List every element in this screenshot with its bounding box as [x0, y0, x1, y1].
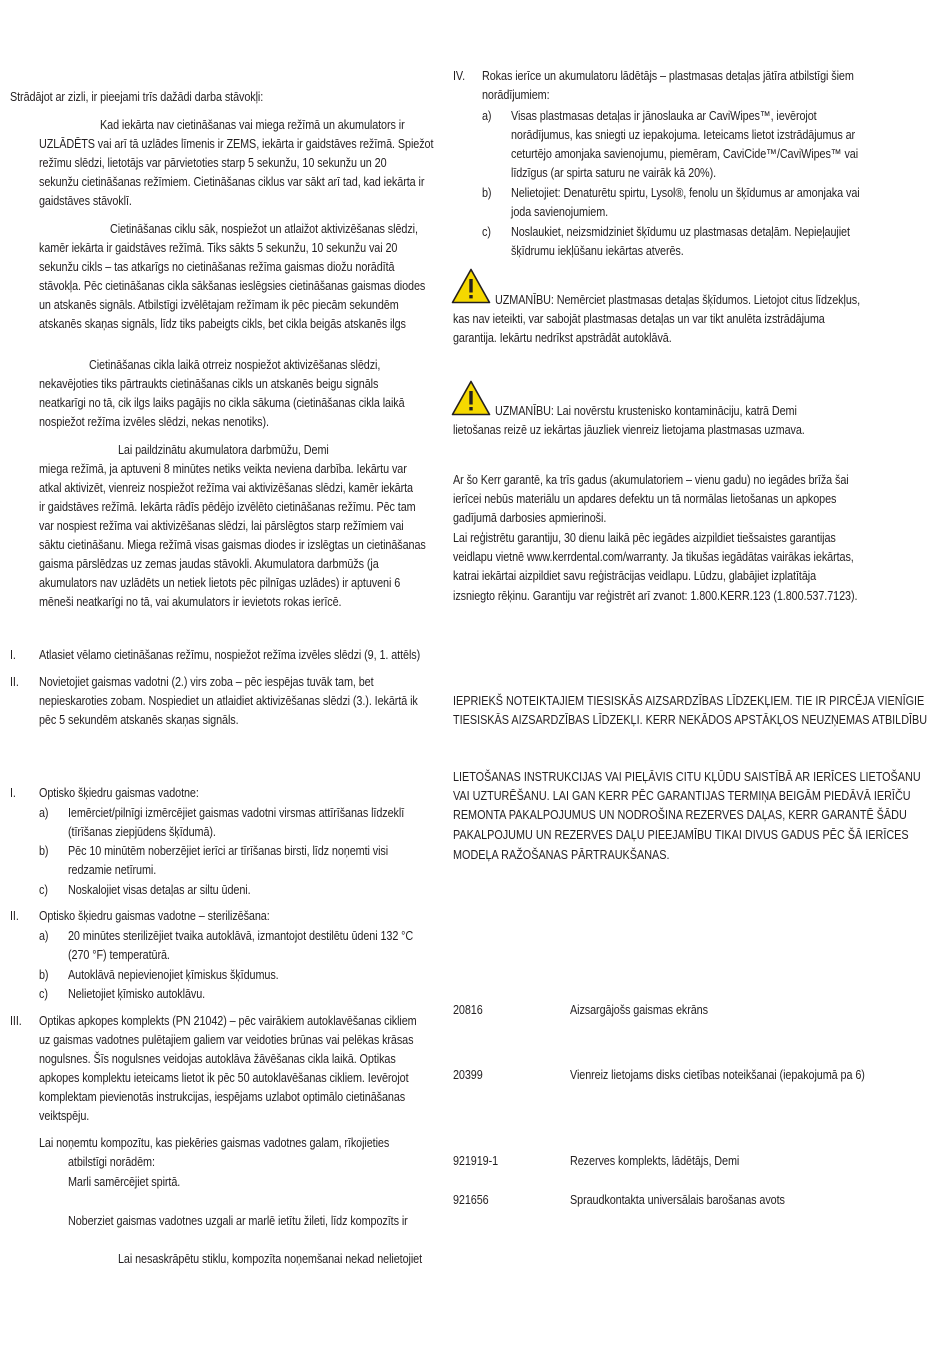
section-number: IV.	[453, 69, 465, 83]
section-number: II.	[10, 909, 19, 923]
item-text: Pēc 10 minūtēm noberzējiet ierīci ar tīrīšanas birsti, līdz noņemti visi	[68, 844, 389, 858]
paragraph-line: kamēr iekārta ir gaidstāves režīmā. Tiks sākts 5 sekunžu, 10 sekunžu vai 20	[39, 241, 398, 255]
section-text: komplektam pievienotās instrukcijas, iespējams uzlabot optimālo cietināšanas	[39, 1090, 406, 1104]
item-text: šķīdrumu iekļūšanu iekārtas atverēs.	[511, 244, 684, 258]
item-text: 20 minūtes sterilizējiet tvaika autoklāvā, izmantojot destilētu ūdeni 132 °C	[68, 929, 414, 943]
step-number: II.	[10, 675, 19, 689]
paragraph-line: un atskanēs signāls. Atbilstīgi izvēlētajam režīmam ik pēc piecām sekundēm	[39, 298, 399, 312]
paragraph-line: Cietināšanas cikla laikā otrreiz nospiežot aktivizēšanas slēdzi,	[89, 358, 381, 372]
section-text: nogulsnes. Šīs nogulsnes veidojas autoklāva žāvēšanas cikla laikā. Optikas	[39, 1052, 396, 1066]
item-letter: a)	[39, 806, 49, 820]
caution-text: kas nav ieteikti, var sabojāt plastmasas detaļas un var tikt anulēta izstrādājuma	[453, 312, 825, 326]
item-text: Nelietojiet: Denaturētu spirtu, Lysol®, fenolu un šķīdumus ar amonjaka vai	[511, 186, 860, 200]
paragraph-line: sekunžu cietināšanas režīmiem. Cietināšanas ciklus var sākt arī tad, kad iekārta ir	[39, 175, 425, 189]
item-text: norādījumus, kas sniegti uz iepakojuma. Ieteicams lietot izstrādājumus ar	[511, 128, 856, 142]
warranty-line: katrai iekārtai aizpildiet savu reģistrācijas veidlapu. Lūdzu, glabājiet izplatītāja	[453, 569, 817, 583]
section-text: veiktspēju.	[39, 1109, 90, 1123]
part-description: Vienreiz lietojams disks cietības noteikšanai (iepakojumā pa 6)	[570, 1068, 865, 1082]
item-letter: c)	[482, 225, 491, 239]
part-code: 20816	[453, 1003, 483, 1017]
section-text: Rokas ierīce un akumulatoru lādētājs – plastmasas detaļas jātīra atbilstīgi šiem	[482, 69, 854, 83]
disclaimer-line: MODEĻA RAŽOŠANAS PĀRTRAUKŠANAS.	[453, 848, 670, 862]
paragraph-line: UZLĀDĒTS vai arī tā uzlādes līmenis ir ZEMS, iekārta ir gaidstāves režīmā. Spiežot	[39, 137, 434, 151]
paragraph-line: sāktu cietināšanu. Miega režīmā visas gaismas diodes ir izslēgtas un cietināšanas	[39, 538, 426, 552]
item-text: redzamie netīrumi.	[68, 863, 157, 877]
item-text: Autoklāvā nepievienojiet ķīmiskus šķīdumus.	[68, 968, 279, 982]
warning-triangle-icon	[451, 268, 491, 304]
item-text: Noslaukiet, neizsmidziniet šķīdumu uz plastmasas detaļām. Nepieļaujiet	[511, 225, 850, 239]
paragraph-line: akumulators nav uzlādēts un netiek lietots pēc pilnīgas uzlādes) ir aptuveni 6	[39, 576, 401, 590]
disclaimer-line: TIESISKĀS AIZSARDZĪBAS LĪDZEKĻI. KERR NEKĀDOS APSTĀKĻOS NEUZŅEMAS ATBILDĪBU	[453, 713, 928, 727]
part-code: 921919-1	[453, 1154, 499, 1168]
paragraph-line: Lai paildzinātu akumulatora darbmūžu, Demi	[118, 443, 329, 457]
remove-text: Noberziet gaismas vadotnes uzgali ar marlē ietītu žileti, līdz kompozīts ir	[68, 1214, 408, 1228]
remove-text: Lai nesaskrāpētu stiklu, kompozīta noņemšanai nekad nelietojiet	[118, 1252, 423, 1266]
step-text: pēc 5 sekundēm atskanēs skaņas signāls.	[39, 713, 239, 727]
part-code: 921656	[453, 1193, 489, 1207]
section-text: uz gaismas vadotnes pulētajiem galiem var veidoties brūnas vai pelēkas krāsas	[39, 1033, 414, 1047]
paragraph-line: nekavējoties tiks pārtraukts cietināšanas cikls un atskanēs beigu signāls	[39, 377, 379, 391]
caution-text: garantija. Iekārtu nedrīkst apstrādāt autoklāvā.	[453, 331, 672, 345]
paragraph-line: režīmu slēdzi, lietotājs var pārvietoties starp 5 sekunžu, 10 sekunžu un 20	[39, 156, 387, 170]
section-text: norādījumiem:	[482, 88, 550, 102]
item-letter: a)	[482, 109, 492, 123]
item-text: ceturtējo amonjaka savienojumu, piemēram, CaviCide™/CaviWipes™ vai	[511, 147, 859, 161]
disclaimer-line: IEPRIEKŠ NOTEIKTAJIEM TIESISKĀS AIZSARDZĪBAS LĪDZEKĻIEM. TIE IR PIRCĒJA VIENĪGIE	[453, 694, 925, 708]
disclaimer-line: VAI UZTURĒŠANU. LAI GAN KERR PĒC GARANTIJAS TERMIŅA BEIGĀM PIEDĀVĀ IERĪČU	[453, 789, 911, 803]
item-text: joda savienojumiem.	[511, 205, 609, 219]
item-text: Visas plastmasas detaļas ir jānoslauka ar CaviWipes™, ievērojot	[511, 109, 817, 123]
warranty-line: ierīcei nebūs materiālu un apdares defektu un tā normālas lietošanas un apkopes	[453, 492, 837, 506]
paragraph-line: neatkarīgi no tā, cik ilgs laiks pagājis no cikla sākuma (cietināšanas cikla laikā	[39, 396, 405, 410]
item-letter: b)	[39, 968, 49, 982]
item-text: līdzīgus (ar spirta saturu ne vairāk kā 20%).	[511, 166, 717, 180]
item-letter: a)	[39, 929, 49, 943]
paragraph-line: Cietināšanas ciklu sāk, nospiežot un atlaižot aktivizēšanas slēdzi,	[110, 222, 418, 236]
caution-text: lietošanas reizē uz iekārtas jāuzliek vienreiz lietojama plastmasas uzmava.	[453, 423, 805, 437]
caution-text: UZMANĪBU: Lai novērstu krustenisko kontamināciju, katrā Demi	[495, 404, 797, 418]
paragraph-line: nospiežot režīma izvēles slēdzi, nekas nenotiks).	[39, 415, 269, 429]
step-text: Novietojiet gaismas vadotni (2.) virs zoba – pēc iespējas tuvāk tam, bet	[39, 675, 374, 689]
part-description: Spraudkontakta universālais barošanas avots	[570, 1193, 785, 1207]
warranty-line: izsniegto rēķinu. Garantiju var reģistrēt arī zvanot: 1.800.KERR.123 (1.800.537.7123).	[453, 589, 858, 603]
item-text: Noskalojiet visas detaļas ar siltu ūdeni.	[68, 883, 251, 897]
disclaimer-line: REMONTA PAKALPOJUMUS UN NODROŠINA REZERVES DAĻAS, KERR GARANTĒ ŠĀDU	[453, 808, 907, 822]
section-title: Optisko šķiedru gaismas vadotne:	[39, 786, 199, 800]
item-letter: c)	[39, 883, 48, 897]
paragraph-line: stāvokļa. Pēc cietināšanas cikla sākšanas ieslēgsies cietināšanas gaismas diodes	[39, 279, 426, 293]
paragraph-line: mēneši neatkarīgi no tā, vai akumulators ir ievietots rokas ierīcē.	[39, 595, 342, 609]
remove-text: atbilstīgi norādēm:	[68, 1155, 155, 1169]
paragraph-line: atskanēs skaņas signāls, līdz tiks pabeigts cikls, bet cikla beigās atskanēs ilgs	[39, 317, 406, 331]
item-letter: b)	[482, 186, 492, 200]
part-code: 20399	[453, 1068, 483, 1082]
section-text: apkopes komplektu ieteicams lietot ik pēc 50 autoklavēšanas cikliem. Ievērojot	[39, 1071, 409, 1085]
paragraph-line: sekunžu cikls – tas atkarīgs no cietināšanas režīma gaismas diožu norādītā	[39, 260, 395, 274]
remove-text: Lai noņemtu kompozītu, kas piekēries gaismas vadotnes galam, rīkojieties	[39, 1136, 390, 1150]
item-text: (tīrīšanas ziepjūdens šķīdumā).	[68, 825, 216, 839]
section-text: Optikas apkopes komplekts (PN 21042) – pēc vairākiem autoklavēšanas cikliem	[39, 1014, 417, 1028]
item-text: (270 °F) temperatūrā.	[68, 948, 170, 962]
step-text: nepieskaroties zobam. Nospiediet un atlaidiet aktivizēšanas slēdzi (3.). Iekārtā ik	[39, 694, 418, 708]
section-number: I.	[10, 786, 16, 800]
step-text: Atlasiet vēlamo cietināšanas režīmu, nospiežot režīma izvēles slēdzi (9, 1. attēls)	[39, 648, 421, 662]
item-text: Iemērciet/pilnīgi izmērcējiet gaismas vadotni virsmas attīrīšanas līdzeklī	[68, 806, 405, 820]
paragraph-line: ir gaidstāves režīmā. Iekārta rādīs pēdējo izvēlēto cietināšanas režīmu. Pēc tam	[39, 500, 416, 514]
section-title: Optisko šķiedru gaismas vadotne – sterilizēšana:	[39, 909, 270, 923]
paragraph-line: var nospiest režīma vai aktivizēšanas slēdzi, lai pārslēgtos starp režīmiem vai	[39, 519, 404, 533]
warranty-line: veidlapu vietnē www.kerrdental.com/warranty. Ja tikušas iegādātas vairākas iekārtas,	[453, 550, 854, 564]
warranty-line: Lai reģistrētu garantiju, 30 dienu laikā pēc iegādes aizpildiet tiešsaistes garantijas	[453, 531, 836, 545]
paragraph-line: gaisma pārslēdzas uz zemas jaudas stāvokli. Akumulatora darbmūžs (ja	[39, 557, 379, 571]
warning-triangle-icon	[451, 380, 491, 416]
warranty-line: gadījumā darbosies apmierinoši.	[453, 511, 607, 525]
paragraph-line: atkal aktivizēt, vienreiz nospiežot režīma vai aktivizēšanas slēdzi, kamēr iekārta	[39, 481, 413, 495]
part-description: Aizsargājošs gaismas ekrāns	[570, 1003, 708, 1017]
paragraph-line: Kad iekārta nav cietināšanas vai miega režīmā un akumulators ir	[100, 118, 405, 132]
item-letter: b)	[39, 844, 49, 858]
caution-text: UZMANĪBU: Nemērciet plastmasas detaļas šķīdumos. Lietojot citus līdzekļus,	[495, 293, 861, 307]
paragraph-line: miega režīmā, ja aptuveni 8 minūtes netiks veikta neviena darbība. Iekārtu var	[39, 462, 407, 476]
warranty-line: Ar šo Kerr garantē, ka trīs gadus (akumulatoriem – vienu gadu) no iegādes brīža šai	[453, 473, 849, 487]
section-number: III.	[10, 1014, 22, 1028]
item-letter: c)	[39, 987, 48, 1001]
part-description: Rezerves komplekts, lādētājs, Demi	[570, 1154, 740, 1168]
step-number: I.	[10, 648, 16, 662]
intro-text: Strādājot ar zizli, ir pieejami trīs dažādi darba stāvokļi:	[10, 90, 264, 104]
paragraph-line: gaidstāves stāvoklī.	[39, 194, 132, 208]
disclaimer-line: LIETOŠANAS INSTRUKCIJAS VAI PIEĻĀVIS CITU KĻŪDU SAISTĪBĀ AR IERĪCES LIETOŠANU	[453, 770, 921, 784]
item-text: Nelietojiet ķīmisko autoklāvu.	[68, 987, 206, 1001]
remove-text: Marli samērcējiet spirtā.	[68, 1175, 181, 1189]
disclaimer-line: PAKALPOJUMU UN REZERVES DAĻU PIEEJAMĪBU TIKAI DIVUS GADUS PĒC ŠĀ IERĪCES	[453, 828, 909, 842]
